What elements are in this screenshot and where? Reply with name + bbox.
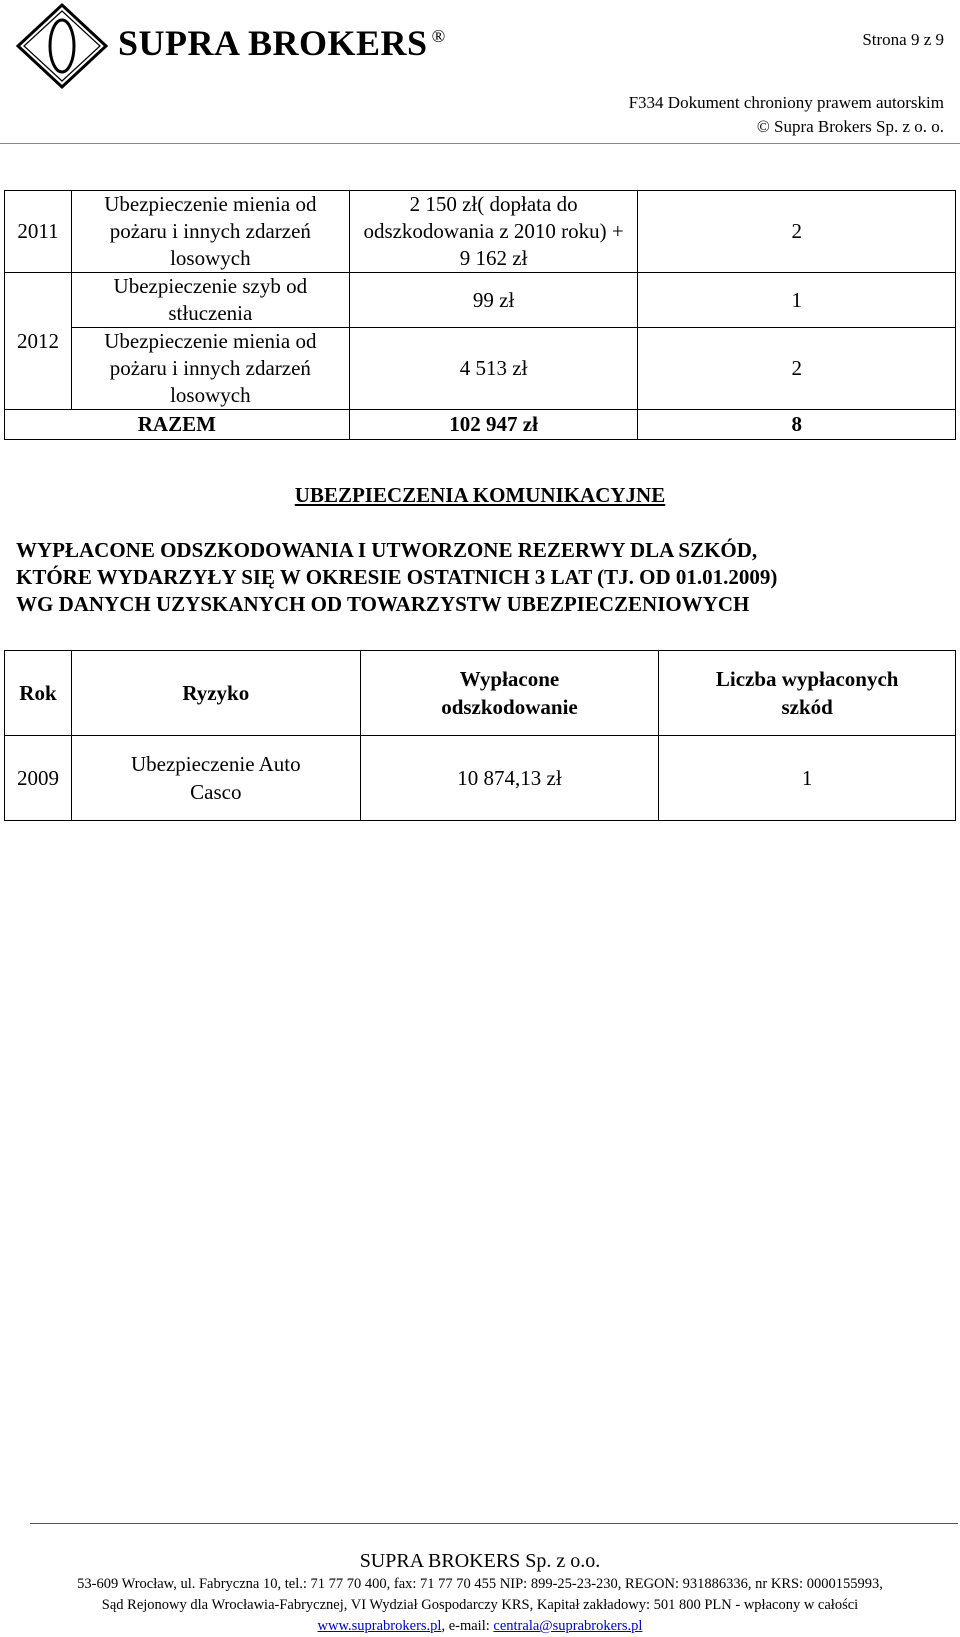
header-risk: Ryzyko bbox=[71, 651, 360, 736]
year-cell: 2011 bbox=[5, 191, 72, 273]
website-link[interactable]: www.suprabrokers.pl bbox=[317, 1618, 442, 1634]
total-row bbox=[5, 410, 956, 440]
table-header-row bbox=[5, 651, 956, 736]
footer-registry: Sąd Rejonowy dla Wrocławia-Fabrycznej, VI Wydział Gospodarczy KRS, Kapitał zakładowy: 501 800 PLN - wpłacony w całości bbox=[101, 1597, 859, 1613]
footer-address: 53-609 Wrocław, ul. Fabryczna 10, tel.: 71 77 70 400, fax: 71 77 70 455 NIP: 899-25-23-230, REGON: 931886336, nr KRS: 0000155993, bbox=[77, 1576, 883, 1592]
section-description: WYPŁACONE ODSZKODOWANIA I UTWORZONE REZERWY DLA SZKÓD, KTÓRE WYDARZYŁY SIĘ W OKRESIE OSTATNICH 3 LAT (TJ. OD 01.01.2009) WG DANYCH UZYSKANYCH OD TOWARZYSTW UBEZPIECZENIOWYCH bbox=[16, 538, 778, 616]
amount-cell: 4 513 zł bbox=[349, 328, 638, 410]
footer-divider bbox=[30, 1523, 958, 1524]
amount-cell: 2 150 zł( dopłata do odszkodowania z 2010 roku) + 9 162 zł bbox=[349, 191, 638, 273]
footer-company: SUPRA BROKERS Sp. z o.o. bbox=[359, 1550, 601, 1572]
count-cell: 2 bbox=[638, 328, 956, 410]
company-logo-icon bbox=[14, 2, 110, 90]
total-count: 8 bbox=[638, 410, 956, 440]
amount-cell: 99 zł bbox=[349, 273, 638, 328]
page-footer bbox=[0, 1548, 960, 1637]
brand-name: SUPRA BROKERS ® bbox=[118, 23, 446, 63]
count-cell: 1 bbox=[638, 273, 956, 328]
risk-cell: Ubezpieczenie mienia od pożaru i innych zdarzeń losowych bbox=[71, 191, 349, 273]
risk-cell: Ubezpieczenie szyb od stłuczenia bbox=[71, 273, 349, 328]
year-cell: 2012 bbox=[5, 273, 72, 410]
count-cell: 1 bbox=[659, 736, 956, 821]
header-year: Rok bbox=[5, 651, 72, 736]
header-amount: Wypłacone odszkodowanie bbox=[360, 651, 659, 736]
table-row bbox=[5, 328, 956, 410]
section-title: UBEZPIECZENIA KOMUNIKACYJNE bbox=[294, 483, 666, 507]
property-claims-table bbox=[4, 190, 956, 440]
risk-cell: Ubezpieczenie mienia od pożaru i innych zdarzeń losowych bbox=[71, 328, 349, 410]
year-cell: 2009 bbox=[5, 736, 72, 821]
copyright-notice: © Supra Brokers Sp. z o. o. bbox=[756, 117, 944, 136]
motor-claims-table bbox=[4, 650, 956, 821]
table-row bbox=[5, 191, 956, 273]
footer-contact: www.suprabrokers.pl, e-mail: centrala@suprabrokers.pl bbox=[317, 1618, 643, 1634]
table-row bbox=[5, 736, 956, 821]
header-divider bbox=[0, 143, 960, 144]
total-label: RAZEM bbox=[5, 410, 350, 440]
table-row bbox=[5, 273, 956, 328]
amount-cell: 10 874,13 zł bbox=[360, 736, 659, 821]
count-cell: 2 bbox=[638, 191, 956, 273]
risk-cell: Ubezpieczenie Auto Casco bbox=[71, 736, 360, 821]
email-link[interactable]: centrala@suprabrokers.pl bbox=[493, 1618, 643, 1634]
page-number: Strona 9 z 9 bbox=[862, 30, 944, 49]
total-amount: 102 947 zł bbox=[349, 410, 638, 440]
page-header bbox=[0, 0, 960, 145]
header-count: Liczba wypłaconych szkód bbox=[659, 651, 956, 736]
document-id: F334 Dokument chroniony prawem autorskim bbox=[628, 93, 944, 112]
